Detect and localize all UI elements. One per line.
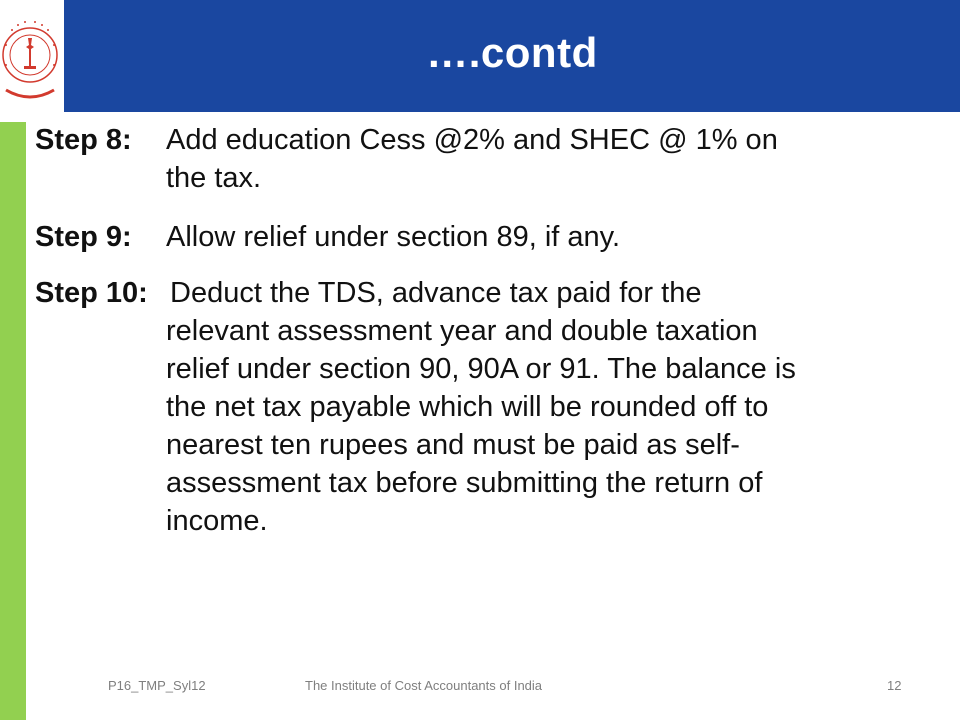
step-text	[166, 218, 620, 256]
step-text-line: Deduct the TDS, advance tax paid for the	[170, 277, 702, 309]
step-label: Step 10:	[35, 277, 148, 309]
step-label: Step 9:	[35, 221, 132, 253]
footer-institute-name: The Institute of Cost Accountants of India	[305, 678, 543, 693]
step-label: Step 8:	[35, 124, 132, 156]
step-text-line: the net tax payable which will be rounded off to	[166, 391, 769, 423]
step-text-line: relevant assessment year and double taxation	[166, 315, 758, 347]
step-text-line: assessment tax before submitting the return of	[166, 467, 763, 499]
step-text-line: nearest ten rupees and must be paid as self-	[166, 429, 740, 461]
footer-course-code: P16_TMP_Syl12	[108, 678, 206, 693]
step-text-line: Allow relief under section 89, if any.	[166, 221, 621, 253]
step-text	[166, 121, 778, 197]
step-text-line: income.	[166, 505, 268, 537]
step-text	[166, 274, 796, 540]
step-text-line: the tax.	[166, 162, 262, 194]
footer-page-number: 12	[887, 678, 902, 693]
step-text-line: relief under section 90, 90A or 91. The balance is	[166, 353, 796, 385]
slide-title: ….contd	[426, 29, 598, 76]
step-text-line: Add education Cess @2% and SHEC @ 1% on	[166, 124, 778, 156]
